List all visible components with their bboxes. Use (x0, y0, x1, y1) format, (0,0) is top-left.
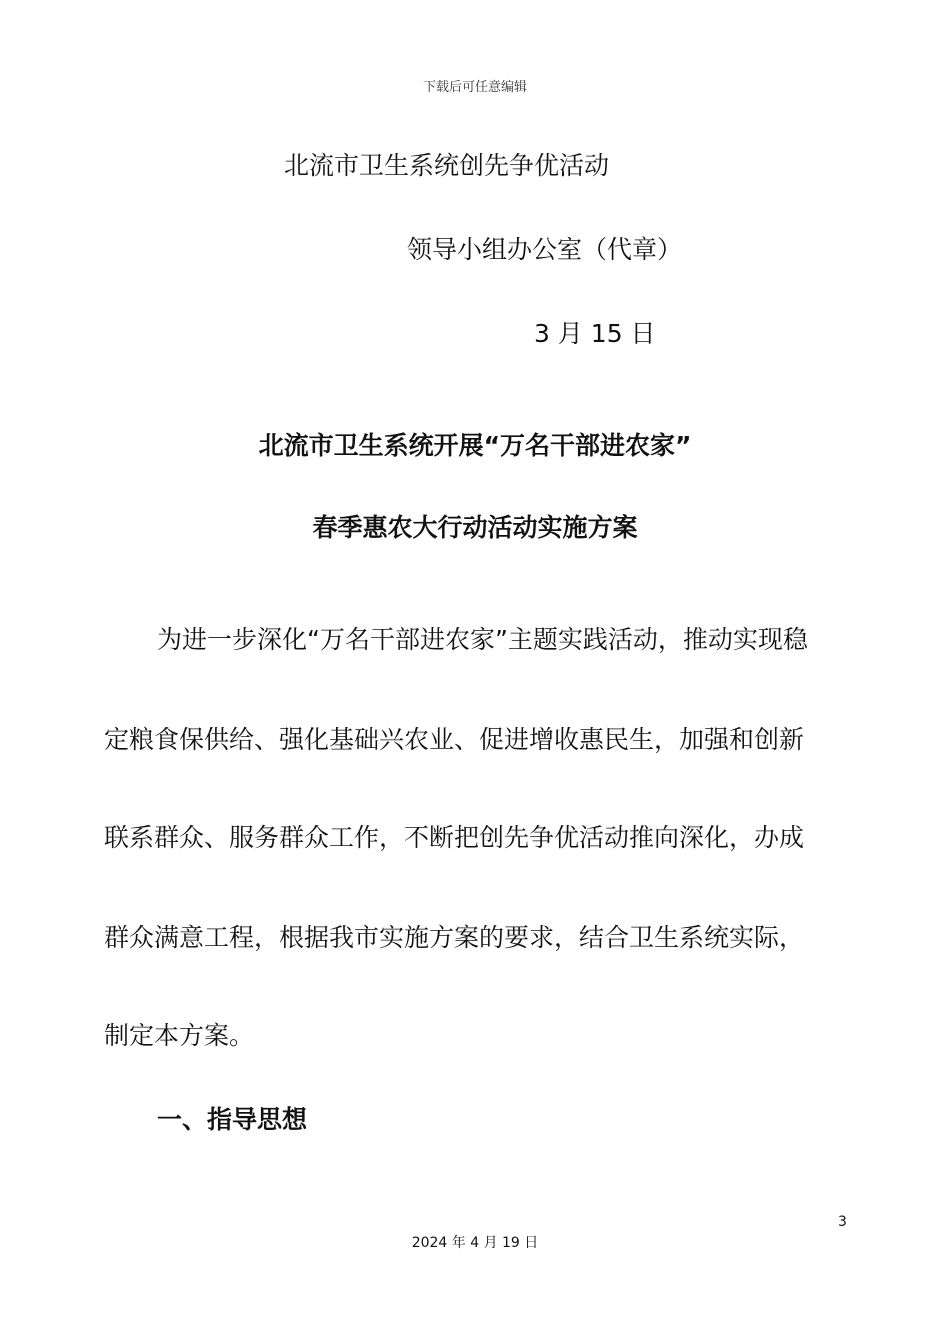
document-title-line2: 春季惠农大行动活动实施方案 (312, 513, 638, 542)
section-heading: 一、指导思想 (157, 1105, 308, 1134)
page-number: 3 (838, 1214, 847, 1230)
paragraph-line: 定粮食保供给、强化基础兴农业、促进增收惠民生，加强和创新 (104, 725, 805, 754)
paragraph-line: 制定本方案。 (104, 1021, 255, 1050)
paragraph-line: 联系群众、服务群众工作，不断把创先争优活动推向深化，办成 (104, 823, 805, 852)
signature-org-line1: 北流市卫生系统创先争优活动 (284, 151, 610, 180)
signature-org-line2: 领导小组办公室（代章） (407, 235, 683, 264)
header-note: 下载后可任意编辑 (422, 80, 527, 95)
footer-date: 2024 年 4 月 19 日 (411, 1235, 539, 1251)
document-title-line1: 北流市卫生系统开展“万名干部进农家” (258, 431, 692, 460)
paragraph-line: 群众满意工程，根据我市实施方案的要求，结合卫生系统实际， (104, 923, 805, 952)
signature-date: 3 月 15 日 (534, 319, 656, 348)
paragraph-line: 为进一步深化“万名干部进农家”主题实践活动，推动实现稳 (157, 625, 808, 654)
